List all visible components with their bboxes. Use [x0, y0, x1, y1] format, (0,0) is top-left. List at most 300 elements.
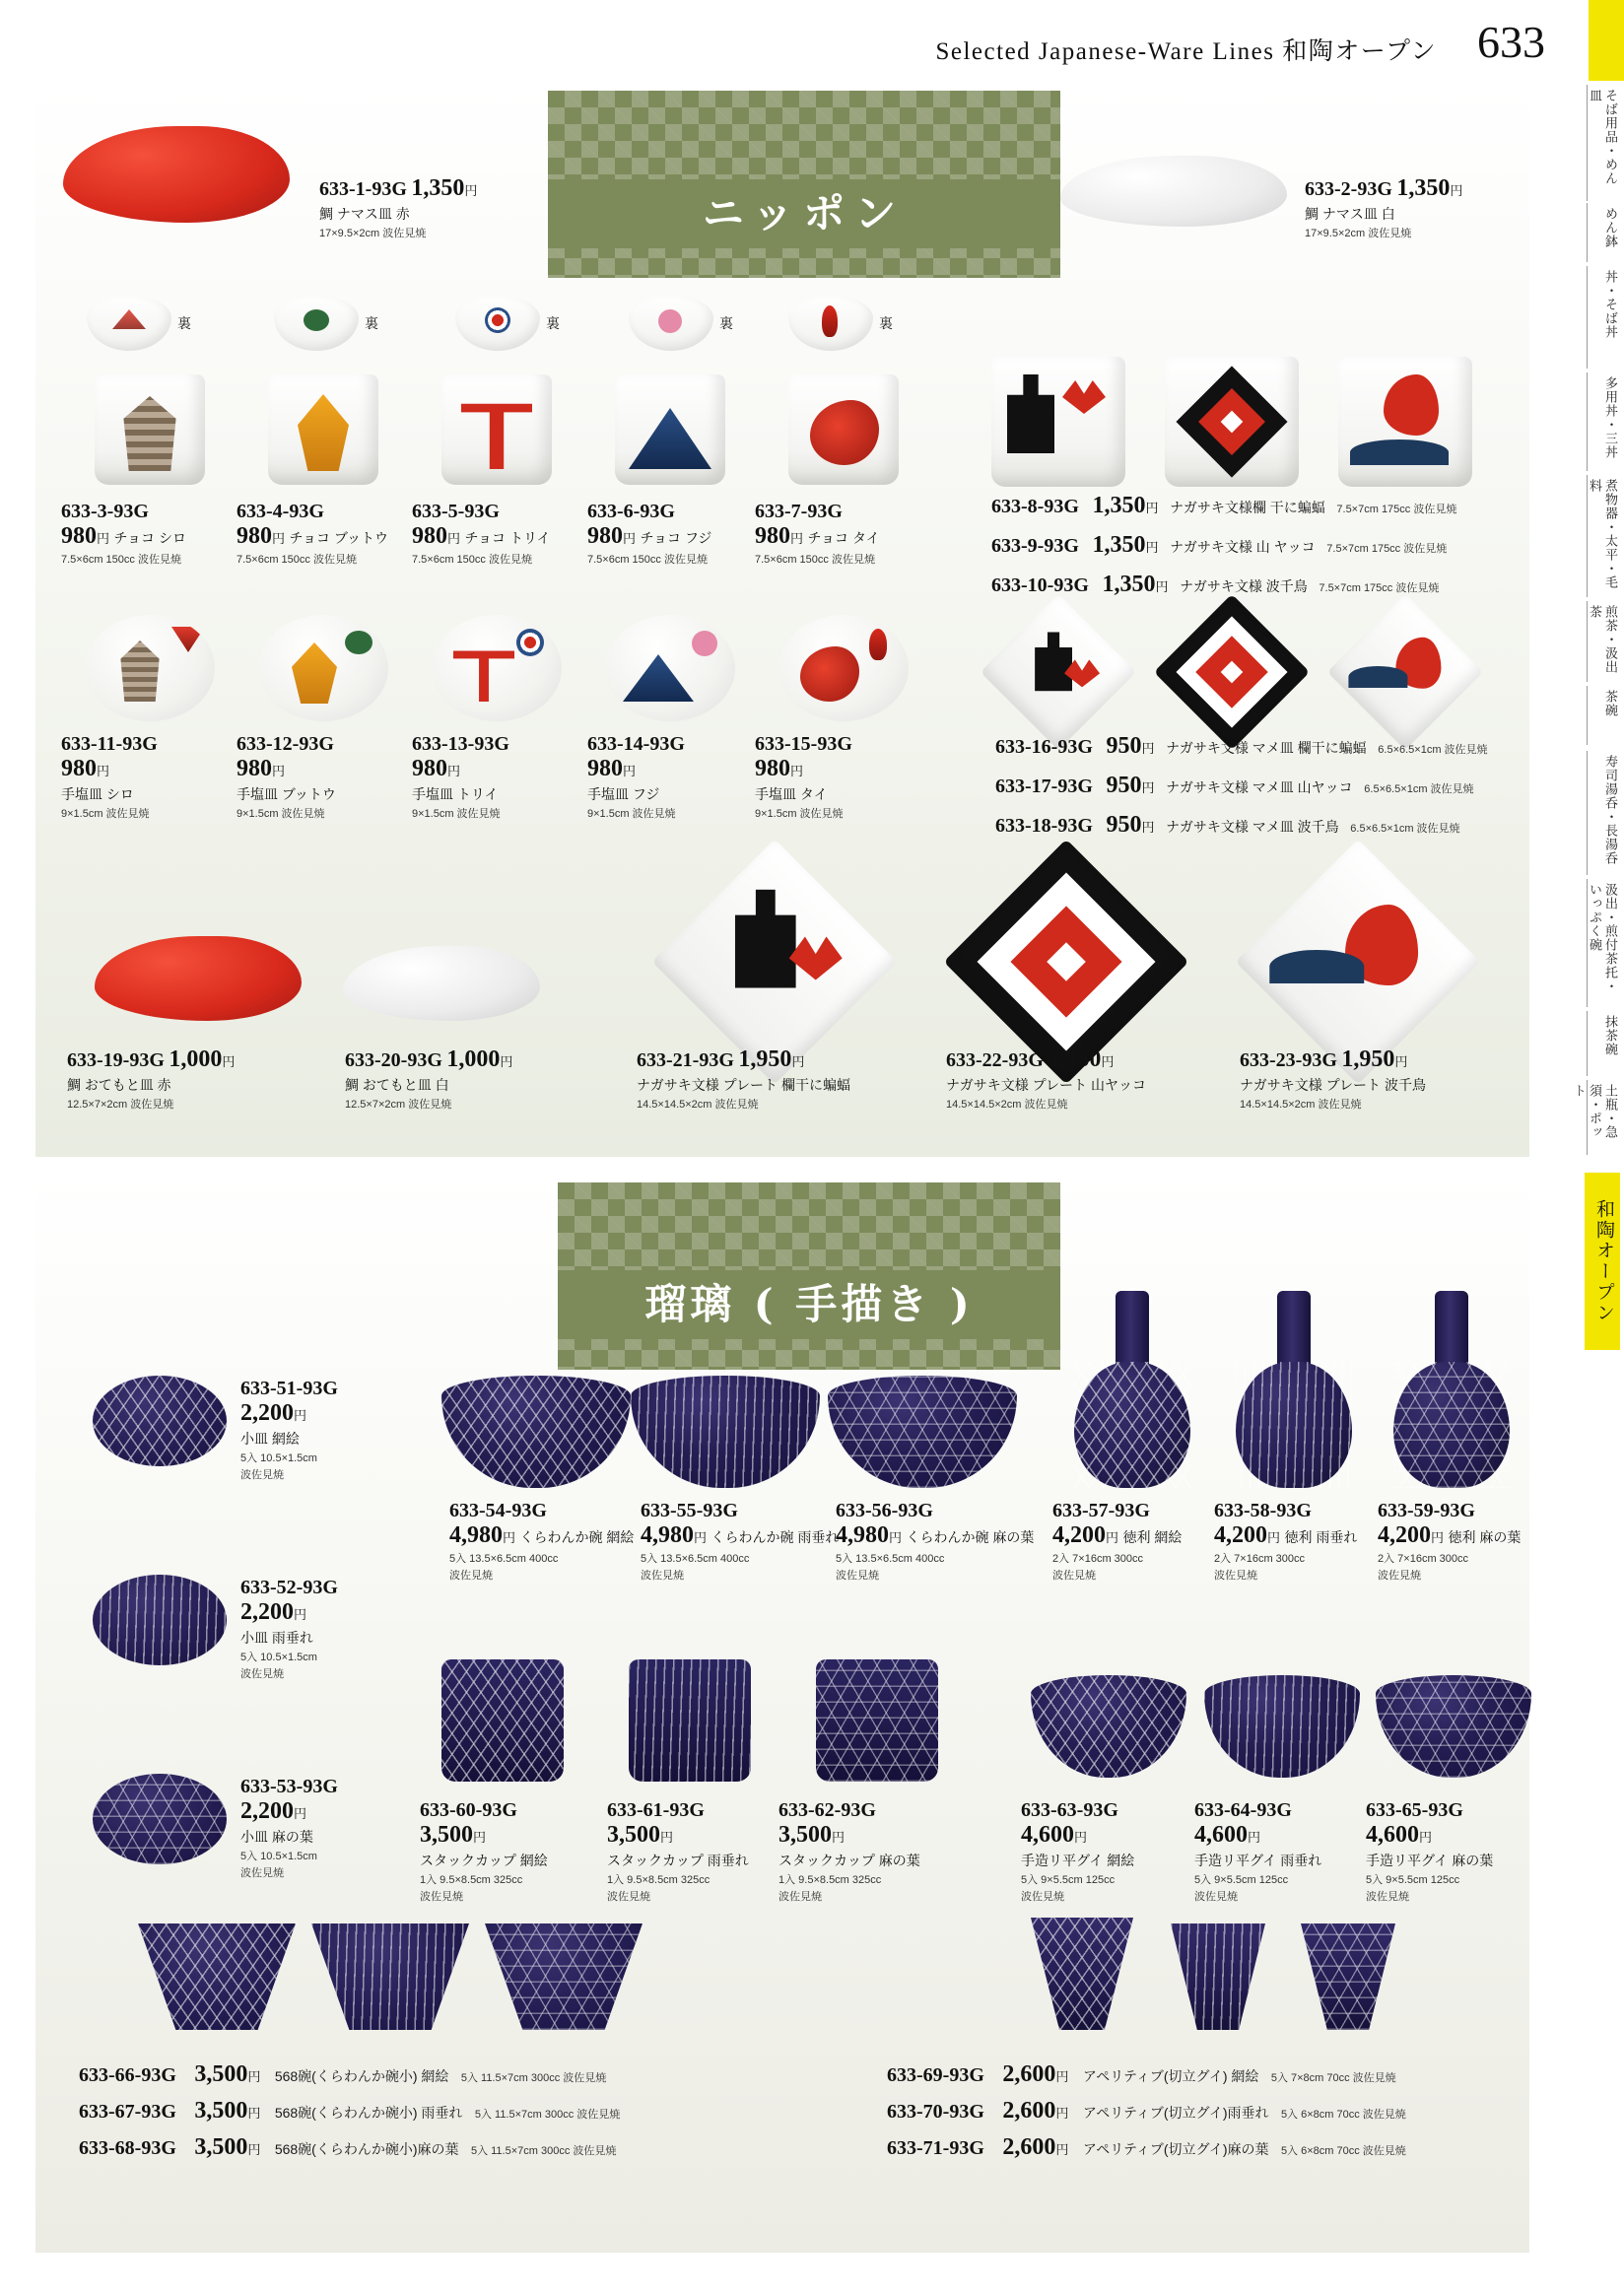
- product-price: 980: [61, 523, 97, 549]
- product-image-633-19: [95, 936, 302, 1021]
- product-633-5: [412, 501, 551, 567]
- yen-unit: 円: [97, 531, 110, 546]
- product-desc: くらわんか碗 雨垂れ: [710, 1529, 840, 1545]
- bottom-list-left: [79, 2061, 620, 2171]
- product-spec-2: 波佐見焼: [1366, 1891, 1409, 1903]
- product-price: 2,600: [1002, 2098, 1056, 2124]
- product-code: 633-3-93G: [61, 501, 149, 522]
- product-desc: チョコ トリイ: [464, 530, 551, 546]
- product-code: 633-56-93G: [836, 1500, 933, 1521]
- yen-unit: 円: [447, 531, 461, 546]
- product-spec: 7.5×7cm 175cc 波佐見焼: [1336, 504, 1457, 515]
- yen-unit: 円: [1141, 780, 1155, 795]
- product-spec: 2入 7×16cm 300cc: [1052, 1553, 1144, 1565]
- product-633-21: [637, 1046, 850, 1112]
- product-price: 980: [755, 756, 790, 781]
- product-633-18: [995, 812, 1460, 839]
- product-desc: ナガサキ文様 プレート 山ヤッコ: [946, 1077, 1146, 1093]
- product-spec: 5入 9×5.5cm 125cc: [1366, 1874, 1460, 1886]
- side-tab-sencha[interactable]: 煎茶・汲出茶: [1587, 601, 1620, 682]
- product-code: 633-21-93G: [637, 1049, 734, 1071]
- product-price: 1,350: [411, 175, 465, 201]
- product-633-15: [755, 733, 852, 821]
- product-desc: 手塩皿 トリイ: [412, 786, 499, 802]
- bottom-list-right: [887, 2061, 1406, 2171]
- product-code: 633-5-93G: [412, 501, 500, 522]
- product-spec: 7.5×7cm 175cc 波佐見焼: [1319, 582, 1440, 594]
- product-code: 633-16-93G: [995, 736, 1093, 758]
- product-code: 633-70-93G: [887, 2101, 984, 2123]
- yen-unit: 円: [1145, 501, 1159, 515]
- product-desc: 手塩皿 シロ: [61, 786, 134, 802]
- product-spec-2: 波佐見焼: [1021, 1891, 1064, 1903]
- product-desc: 小皿 雨垂れ: [240, 1630, 313, 1646]
- yen-unit: 円: [272, 531, 286, 546]
- product-desc: 鯛 おてもと皿 白: [345, 1077, 449, 1093]
- side-tab-sushi-yunomi[interactable]: 寿司湯呑・長湯呑: [1587, 751, 1620, 875]
- product-price: 980: [755, 523, 790, 549]
- product-price: 1,000: [169, 1046, 223, 1072]
- product-image-633-62: [816, 1659, 938, 1782]
- product-image-633-18: [1350, 617, 1460, 727]
- product-image-633-65: [1376, 1675, 1531, 1778]
- yen-unit: 円: [473, 1830, 487, 1845]
- yen-unit: 円: [294, 1607, 307, 1622]
- product-desc: アペリティブ(切立グイ)麻の葉: [1082, 2141, 1269, 2157]
- product-spec: 12.5×7×2cm 波佐見焼: [345, 1099, 452, 1111]
- side-tab-chawan[interactable]: 茶碗: [1587, 686, 1620, 745]
- product-spec: 5入 13.5×6.5cm 400cc: [836, 1553, 945, 1565]
- product-spec: 5入 7×8cm 70cc 波佐見焼: [1270, 2072, 1396, 2084]
- product-image-633-12: [258, 615, 388, 721]
- product-633-68: [79, 2134, 620, 2161]
- product-desc: 小皿 麻の葉: [240, 1829, 313, 1845]
- yen-unit: 円: [1267, 1530, 1281, 1545]
- product-633-7: [755, 501, 880, 567]
- yen-unit: 円: [222, 1054, 236, 1069]
- product-price: 980: [412, 756, 447, 781]
- product-price: 980: [237, 523, 272, 549]
- product-desc: 568碗(くらわんか碗小) 雨垂れ: [274, 2105, 463, 2121]
- product-price: 3,500: [420, 1822, 473, 1848]
- product-price: 4,200: [1214, 1522, 1267, 1548]
- product-code: 633-60-93G: [420, 1799, 517, 1821]
- product-spec: 5入 13.5×6.5cm 400cc: [449, 1553, 559, 1565]
- product-desc: 鯛 おてもと皿 赤: [67, 1077, 171, 1093]
- product-633-57: [1052, 1500, 1182, 1583]
- product-desc: 徳利 雨垂れ: [1284, 1529, 1358, 1545]
- product-desc: 手塩皿 タイ: [755, 786, 828, 802]
- product-image-633-14: [605, 615, 735, 721]
- product-price: 1,950: [1048, 1046, 1102, 1072]
- product-633-4: [237, 501, 388, 567]
- yen-unit: 円: [1055, 2069, 1069, 2084]
- product-desc: ナガサキ文様 マメ皿 欄干に蝙蝠: [1166, 740, 1367, 756]
- product-code: 633-6-93G: [587, 501, 675, 522]
- yen-unit: 円: [294, 1806, 307, 1821]
- product-633-52: [240, 1577, 338, 1681]
- side-tab-tayoudon[interactable]: 多用丼・三丼: [1587, 372, 1620, 471]
- product-633-61: [607, 1799, 749, 1904]
- product-spec: 6.5×6.5×1cm 波佐見焼: [1364, 783, 1474, 795]
- yen-unit: 円: [1055, 2142, 1069, 2157]
- product-code: 633-10-93G: [991, 574, 1089, 596]
- product-code: 633-11-93G: [61, 733, 158, 755]
- product-code: 633-51-93G: [240, 1378, 338, 1399]
- product-image-633-8: [991, 357, 1125, 487]
- product-desc: ナガサキ文様 プレート 欄干に蝙蝠: [637, 1077, 850, 1093]
- side-tab-don-sobadon[interactable]: 丼・そば丼: [1587, 266, 1620, 369]
- product-spec: 9×1.5cm 波佐見焼: [61, 808, 150, 820]
- product-spec: 5入 10.5×1.5cm: [240, 1652, 317, 1663]
- product-code: 633-65-93G: [1366, 1799, 1463, 1821]
- product-spec-2: 波佐見焼: [641, 1570, 684, 1582]
- ura-label-4: 裏: [719, 315, 733, 331]
- product-image-633-11: [85, 615, 215, 721]
- product-desc: 徳利 網絵: [1122, 1529, 1183, 1545]
- product-633-12: [237, 733, 336, 821]
- product-topview-633-5: [455, 296, 540, 351]
- yen-unit: 円: [1431, 1530, 1445, 1545]
- product-spec: 5入 11.5×7cm 300cc 波佐見焼: [474, 2109, 621, 2121]
- product-633-11: [61, 733, 158, 821]
- product-price: 3,500: [194, 2134, 248, 2160]
- product-633-1: [319, 175, 477, 240]
- product-image-633-56: [828, 1376, 1017, 1488]
- yen-unit: 円: [1419, 1830, 1433, 1845]
- product-spec: 5入 9×5.5cm 125cc: [1194, 1874, 1289, 1886]
- product-633-55: [641, 1500, 839, 1583]
- product-spec: 1入 9.5×8.5cm 325cc: [607, 1874, 710, 1886]
- product-633-51: [240, 1378, 338, 1482]
- product-price: 4,980: [449, 1522, 503, 1548]
- product-633-56: [836, 1500, 1034, 1583]
- product-spec-2: 波佐見焼: [240, 1469, 284, 1481]
- side-tab-kumidashi[interactable]: 汲出・煎付茶托・いっぷく碗: [1587, 879, 1620, 1007]
- yen-unit: 円: [1145, 540, 1159, 555]
- product-spec-2: 波佐見焼: [240, 1867, 284, 1879]
- product-633-54: [449, 1500, 634, 1583]
- product-price: 4,200: [1378, 1522, 1431, 1548]
- product-spec-2: 波佐見焼: [240, 1668, 284, 1680]
- product-price: 2,600: [1002, 2061, 1056, 2087]
- product-code: 633-61-93G: [607, 1799, 705, 1821]
- product-code: 633-59-93G: [1378, 1500, 1475, 1521]
- product-image-633-17: [1177, 617, 1287, 727]
- product-image-633-70: [1171, 1923, 1265, 2030]
- product-desc: チョコ シロ: [113, 530, 186, 546]
- product-desc: 手造リ平グイ 網絵: [1021, 1853, 1135, 1868]
- product-price: 980: [587, 756, 623, 781]
- product-code: 633-53-93G: [240, 1776, 338, 1797]
- product-spec: 5入 13.5×6.5cm 400cc: [641, 1553, 750, 1565]
- product-topview-633-6: [629, 296, 713, 351]
- product-633-8: [991, 493, 1456, 519]
- product-price: 1,350: [1092, 532, 1146, 558]
- product-code: 633-18-93G: [995, 815, 1093, 837]
- product-image-633-23: [1271, 875, 1445, 1048]
- product-633-66: [79, 2061, 620, 2088]
- yen-unit: 円: [660, 1830, 674, 1845]
- product-image-633-5: [441, 374, 552, 485]
- product-desc: ナガサキ文様 波千鳥: [1180, 578, 1308, 594]
- product-price: 950: [1106, 733, 1142, 759]
- section-nippon-banner-label: ニッポン: [548, 179, 1060, 248]
- product-price: 980: [237, 756, 272, 781]
- product-image-633-10: [1338, 357, 1472, 487]
- product-spec: 5入 10.5×1.5cm: [240, 1452, 317, 1464]
- product-code: 633-19-93G: [67, 1049, 165, 1071]
- product-spec: 2入 7×16cm 300cc: [1378, 1553, 1469, 1565]
- product-price: 2,200: [240, 1798, 294, 1824]
- product-633-17: [995, 773, 1474, 799]
- product-image-633-67: [311, 1923, 469, 2030]
- product-spec: 9×1.5cm 波佐見焼: [587, 808, 676, 820]
- product-code: 633-23-93G: [1240, 1049, 1337, 1071]
- side-tab-menbachi[interactable]: めん鉢: [1587, 203, 1620, 262]
- product-633-20: [345, 1046, 512, 1112]
- yen-unit: 円: [447, 764, 461, 778]
- product-633-19: [67, 1046, 235, 1112]
- side-tab-watou-open[interactable]: 和陶オープン: [1585, 1173, 1620, 1350]
- product-code: 633-1-93G: [319, 178, 407, 200]
- product-spec-2: 波佐見焼: [1194, 1891, 1238, 1903]
- product-price: 3,500: [778, 1822, 832, 1848]
- section-ruri-banner: [558, 1182, 1060, 1370]
- product-code: 633-62-93G: [778, 1799, 876, 1821]
- product-code: 633-13-93G: [412, 733, 509, 755]
- product-price: 4,600: [1021, 1822, 1074, 1848]
- product-spec-2: 波佐見焼: [778, 1891, 822, 1903]
- product-price: 1,950: [1341, 1046, 1395, 1072]
- product-image-633-60: [441, 1659, 564, 1782]
- yen-unit: 円: [503, 1530, 516, 1545]
- product-desc: 鯛 ナマス皿 赤: [319, 206, 410, 222]
- product-spec: 14.5×14.5×2cm 波佐見焼: [946, 1099, 1068, 1111]
- product-spec: 1入 9.5×8.5cm 325cc: [778, 1874, 882, 1886]
- product-image-633-22: [980, 875, 1153, 1048]
- yen-unit: 円: [623, 764, 637, 778]
- product-price: 980: [587, 523, 623, 549]
- product-image-633-52: [93, 1575, 227, 1665]
- yen-unit: 円: [1101, 1054, 1115, 1069]
- product-image-633-21: [688, 875, 861, 1048]
- product-code: 633-9-93G: [991, 535, 1079, 557]
- product-desc: くらわんか碗 麻の葉: [906, 1529, 1035, 1545]
- product-price: 2,600: [1002, 2134, 1056, 2160]
- product-image-633-9: [1165, 357, 1299, 487]
- product-price: 4,980: [836, 1522, 889, 1548]
- product-image-633-53: [93, 1774, 227, 1864]
- product-code: 633-58-93G: [1214, 1500, 1312, 1521]
- product-image-633-4: [268, 374, 378, 485]
- product-image-633-1: [63, 126, 290, 223]
- product-desc: アペリティブ(切立グイ) 網絵: [1082, 2068, 1259, 2084]
- section-nippon-banner: [548, 91, 1060, 278]
- product-image-633-68: [485, 1923, 643, 2030]
- product-633-22: [946, 1046, 1146, 1112]
- product-image-633-71: [1301, 1923, 1395, 2030]
- product-633-69: [887, 2061, 1406, 2088]
- product-code: 633-71-93G: [887, 2137, 984, 2159]
- yen-unit: 円: [1141, 820, 1155, 835]
- product-code: 633-63-93G: [1021, 1799, 1118, 1821]
- product-desc: ナガサキ文様欄 干に蝙蝠: [1170, 500, 1325, 515]
- product-desc: 徳利 麻の葉: [1448, 1529, 1522, 1545]
- yen-unit: 円: [694, 1530, 708, 1545]
- product-desc: 568碗(くらわんか碗小) 網絵: [274, 2068, 449, 2084]
- product-code: 633-15-93G: [755, 733, 852, 755]
- product-desc: チョコ ブットウ: [289, 530, 388, 546]
- product-633-59: [1378, 1500, 1521, 1583]
- product-633-6: [587, 501, 711, 567]
- product-spec-2: 波佐見焼: [1214, 1570, 1257, 1582]
- product-code: 633-55-93G: [641, 1500, 738, 1521]
- yen-unit: 円: [790, 531, 804, 546]
- product-price: 3,500: [607, 1822, 660, 1848]
- yen-unit: 円: [500, 1054, 513, 1069]
- ura-label-3: 裏: [546, 315, 560, 331]
- yen-unit: 円: [464, 183, 478, 198]
- product-spec: 9×1.5cm 波佐見焼: [755, 808, 844, 820]
- product-spec: 6.5×6.5×1cm 波佐見焼: [1378, 744, 1488, 756]
- product-image-633-63: [1031, 1675, 1186, 1778]
- ura-label-5: 裏: [879, 315, 893, 331]
- product-topview-633-7: [788, 296, 873, 351]
- product-633-71: [887, 2134, 1406, 2161]
- product-633-3: [61, 501, 186, 567]
- product-price: 4,600: [1194, 1822, 1248, 1848]
- product-price: 4,980: [641, 1522, 694, 1548]
- product-desc: スタックカップ 麻の葉: [778, 1853, 920, 1868]
- product-code: 633-22-93G: [946, 1049, 1044, 1071]
- product-image-633-54: [441, 1376, 631, 1488]
- side-tab-matchawan[interactable]: 抹茶碗: [1587, 1011, 1620, 1076]
- product-price: 3,500: [194, 2098, 248, 2124]
- page-header: [0, 0, 1624, 79]
- product-image-633-6: [615, 374, 725, 485]
- product-spec: 7.5×6cm 150cc 波佐見焼: [587, 554, 708, 566]
- product-spec: 12.5×7×2cm 波佐見焼: [67, 1099, 174, 1111]
- header-color-block: [1589, 0, 1624, 81]
- ura-label-2: 裏: [365, 315, 378, 331]
- side-tab-soba-menzara[interactable]: そば用品・めん皿: [1587, 85, 1620, 201]
- product-spec-2: 波佐見焼: [607, 1891, 650, 1903]
- product-633-53: [240, 1776, 338, 1880]
- product-price: 2,200: [240, 1599, 294, 1625]
- product-spec: 1入 9.5×8.5cm 325cc: [420, 1874, 523, 1886]
- product-desc: 手塩皿 ブットウ: [237, 786, 336, 802]
- product-spec: 7.5×6cm 150cc 波佐見焼: [61, 554, 181, 566]
- product-image-633-66: [138, 1923, 296, 2030]
- yen-unit: 円: [247, 2106, 261, 2121]
- product-desc: チョコ フジ: [640, 530, 712, 546]
- product-desc: スタックカップ 雨垂れ: [607, 1853, 749, 1868]
- product-code: 633-64-93G: [1194, 1799, 1292, 1821]
- yen-unit: 円: [1106, 1530, 1119, 1545]
- product-topview-633-4: [274, 296, 359, 351]
- product-633-60: [420, 1799, 548, 1904]
- yen-unit: 円: [1450, 183, 1463, 198]
- product-desc: ナガサキ文様 マメ皿 波千鳥: [1166, 819, 1339, 835]
- product-code: 633-68-93G: [79, 2137, 176, 2159]
- product-code: 633-20-93G: [345, 1049, 442, 1071]
- product-price: 1,950: [738, 1046, 792, 1072]
- product-price: 1,350: [1102, 572, 1156, 597]
- yen-unit: 円: [1074, 1830, 1088, 1845]
- product-spec: 5入 10.5×1.5cm: [240, 1851, 317, 1862]
- section-ruri-banner-label: 瑠璃 ( 手描き ): [558, 1270, 1060, 1339]
- product-633-70: [887, 2098, 1406, 2125]
- yen-unit: 円: [889, 1530, 903, 1545]
- yen-unit: 円: [1055, 2106, 1069, 2121]
- product-image-633-2: [1060, 156, 1287, 227]
- yen-unit: 円: [1155, 579, 1169, 594]
- yen-unit: 円: [832, 1830, 846, 1845]
- page-title: Selected Japanese-Ware Lines 和陶オープン: [935, 38, 1437, 65]
- product-desc: 小皿 網絵: [240, 1431, 300, 1447]
- product-spec: 5入 6×8cm 70cc 波佐見焼: [1280, 2109, 1406, 2121]
- product-image-633-13: [432, 615, 562, 721]
- product-code: 633-52-93G: [240, 1577, 338, 1598]
- product-633-9: [991, 532, 1447, 559]
- product-code: 633-54-93G: [449, 1500, 547, 1521]
- side-tab-dobin-kyusu[interactable]: 土瓶・急須・ポット: [1587, 1080, 1620, 1155]
- yen-unit: 円: [247, 2069, 261, 2084]
- product-spec: 14.5×14.5×2cm 波佐見焼: [637, 1099, 759, 1111]
- product-code: 633-8-93G: [991, 496, 1079, 517]
- product-spec: 5入 6×8cm 70cc 波佐見焼: [1280, 2145, 1406, 2157]
- product-code: 633-17-93G: [995, 776, 1093, 797]
- product-spec: 17×9.5×2cm 波佐見焼: [1305, 228, 1412, 239]
- product-633-67: [79, 2098, 620, 2125]
- yen-unit: 円: [791, 1054, 805, 1069]
- product-spec: 5入 9×5.5cm 125cc: [1021, 1874, 1116, 1886]
- product-spec: 7.5×6cm 150cc 波佐見焼: [755, 554, 875, 566]
- product-desc: 手造リ平グイ 麻の葉: [1366, 1853, 1494, 1868]
- product-price: 1,350: [1396, 175, 1451, 201]
- product-image-633-16: [1003, 617, 1114, 727]
- product-desc: 568碗(くらわんか碗小)麻の葉: [274, 2141, 459, 2157]
- side-tab-nimonoki[interactable]: 煮物器・太平・毛料: [1587, 475, 1620, 597]
- product-633-14: [587, 733, 685, 821]
- product-spec: 6.5×6.5×1cm 波佐見焼: [1350, 823, 1460, 835]
- product-image-633-51: [93, 1376, 227, 1466]
- yen-unit: 円: [1248, 1830, 1261, 1845]
- product-spec-2: 波佐見焼: [1052, 1570, 1096, 1582]
- product-desc: 手造リ平グイ 雨垂れ: [1194, 1853, 1322, 1868]
- product-spec: 14.5×14.5×2cm 波佐見焼: [1240, 1099, 1362, 1111]
- ura-label-1: 裏: [177, 315, 191, 331]
- product-633-65: [1366, 1799, 1493, 1904]
- product-price: 4,200: [1052, 1522, 1106, 1548]
- product-desc: ナガサキ文様 マメ皿 山ヤッコ: [1166, 779, 1353, 795]
- side-index-rail: [1572, 85, 1624, 1159]
- product-code: 633-4-93G: [237, 501, 324, 522]
- product-desc: 手塩皿 フジ: [587, 786, 660, 802]
- product-spec: 5入 11.5×7cm 300cc 波佐見焼: [470, 2145, 617, 2157]
- product-code: 633-7-93G: [755, 501, 843, 522]
- product-image-633-7: [788, 374, 899, 485]
- product-image-633-59: [1393, 1291, 1510, 1488]
- product-price: 980: [61, 756, 97, 781]
- product-code: 633-66-93G: [79, 2064, 176, 2086]
- product-price: 1,350: [1092, 493, 1146, 518]
- product-633-58: [1214, 1500, 1357, 1583]
- product-image-633-61: [629, 1659, 751, 1782]
- product-price: 980: [412, 523, 447, 549]
- product-desc: くらわんか碗 網絵: [519, 1529, 635, 1545]
